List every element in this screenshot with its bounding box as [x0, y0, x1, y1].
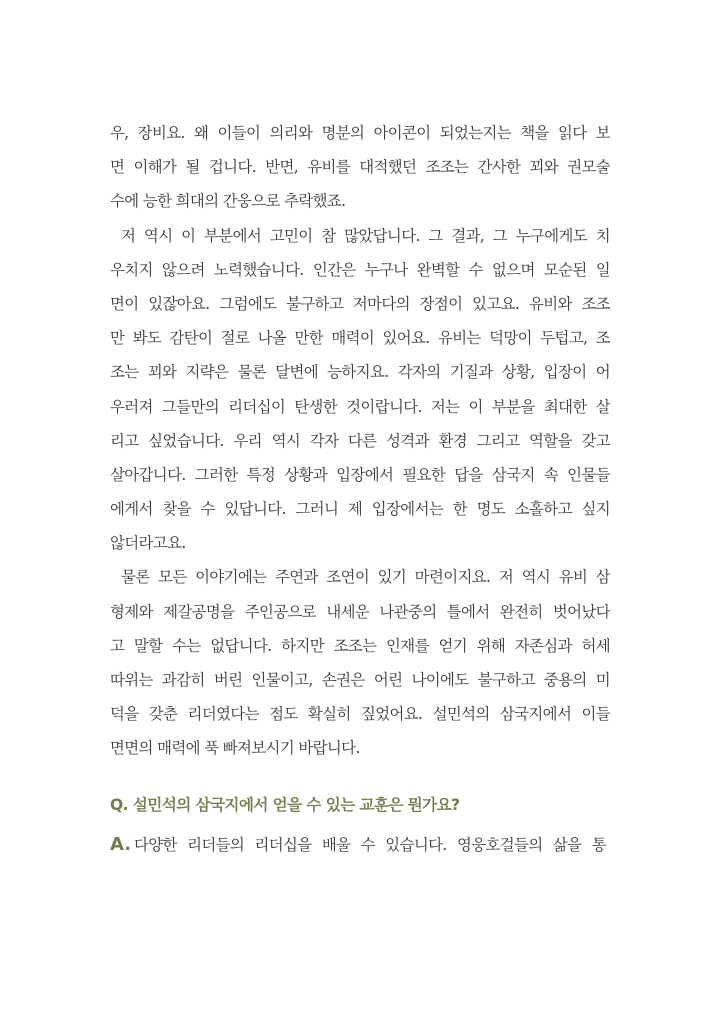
body-line: 면면의 매력에 푹 빠져보시기 바랍니다.: [110, 739, 360, 758]
body-line: 에게서 찾을 수 있답니다. 그러니 제 입장에서는 한 명도 소홀하고 싶지: [110, 500, 610, 519]
body-line: 면 이해가 될 겁니다. 반면, 유비를 대적했던 조조는 간사한 꾀와 권모술: [110, 158, 610, 177]
body-line: 리고 싶었습니다. 우리 역시 각자 다른 성격과 환경 그리고 역할을 갖고: [110, 431, 610, 450]
body-line: 덕을 갖춘 리더였다는 점도 확실히 짚었어요. 설민석의 삼국지에서 이들: [110, 705, 610, 724]
body-line: 물론 모든 이야기에는 주연과 조연이 있기 마련이지요. 저 역시 유비 삼: [121, 568, 610, 587]
body-line: 조는 꾀와 지략은 물론 달변에 능하지요. 각자의 기질과 상황, 입장이 어: [110, 363, 610, 382]
answer-text: 다양한 리더들의 리더십을 배울 수 있습니다. 영웅호걸들의 삶을 통: [134, 836, 606, 854]
body-line: 우러져 그들만의 리더십이 탄생한 것이랍니다. 저는 이 부분을 최대한 살: [110, 397, 610, 416]
body-line: 형제와 제갈공명을 주인공으로 내세운 나관중의 틀에서 완전히 벗어났다: [110, 602, 610, 621]
body-text: [110, 116, 610, 766]
qa-section: [110, 790, 610, 862]
body-line: 수에 능한 희대의 간웅으로 추락했죠.: [110, 192, 346, 211]
body-line: 면이 있잖아요. 그럼에도 불구하고 저마다의 장점이 있고요. 유비와 조조: [110, 294, 610, 313]
body-line: 저 역시 이 부분에서 고민이 참 많았답니다. 그 결과, 그 누구에게도 치: [121, 226, 610, 245]
body-line: 우치지 않으려 노력했습니다. 인간은 누구나 완벽할 수 없으며 모순된 일: [110, 260, 610, 279]
question-heading: Q. 설민석의 삼국지에서 얻을 수 있는 교훈은 뭔가요?: [110, 796, 460, 814]
answer-row: [110, 828, 610, 862]
body-line: 우, 장비요. 왜 이들이 의리와 명분의 아이콘이 되었는지는 책을 읽다 보: [110, 124, 610, 142]
body-line: 않더라고요.: [110, 534, 186, 553]
answer-marker: A.: [110, 834, 132, 855]
body-line: 살아갑니다. 그러한 특정 상황과 입장에서 필요한 답을 삼국지 속 인물들: [110, 465, 610, 484]
body-line: 따위는 과감히 버린 인물이고, 손권은 어린 나이에도 불구하고 중용의 미: [110, 671, 610, 689]
body-line: 만 봐도 감탄이 절로 나올 만한 매력이 있어요. 유비는 덕망이 두텁고, 조: [110, 329, 610, 348]
body-line: 고 말할 수는 없답니다. 하지만 조조는 인재를 얻기 위해 자존심과 허세: [110, 636, 610, 655]
